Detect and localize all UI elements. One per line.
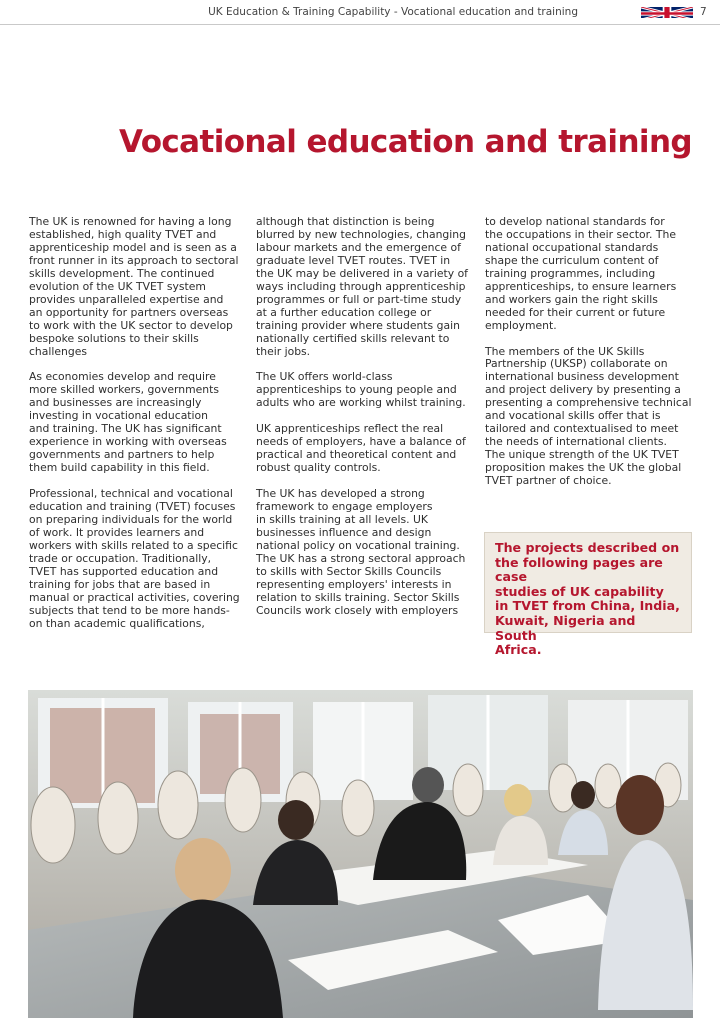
paragraph: As economies develop and require more skilled workers, governments and businesses are increasingly investing in vocational education and training. The UK has significant experience in working with overseas governments and partners to help them build capability in this field. — [29, 370, 227, 475]
paragraph: The members of the UK Skills Partnership (UKSP) collaborate on international business development and project delivery by presenting a presenting a comprehensive technical and vocational skills offer that is tailored and contextualised to meet the needs of international clients. The unique strength of the UK TVET proposition makes the UK the global TVET partner of choice. — [485, 344, 692, 488]
case-study-callout — [484, 532, 692, 658]
union-jack-flag-icon — [641, 5, 693, 18]
paragraph: although that distinction is being blurred by new technologies, changing labour markets and the emergence of graduate level TVET routes. TVET in the UK may be delivered in a variety of ways including through apprenticeship programmes or full or part-time study at a further education college or training provider where students gain nationally certified skills relevant to their jobs. — [256, 215, 468, 358]
text-column-1 — [29, 216, 241, 643]
paragraph: The UK is renowned for having a long established, high quality TVET and apprenticeship model and is seen as a front runner in its approach to sectoral skills development. The continued evolution of the UK TVET system provides unparalleled expertise and an opportunity for partners overseas to work with the UK sector to develop bespoke solutions to their skills challenges — [29, 215, 239, 358]
paragraph: to develop national standards for the occupations in their sector. The national occupational standards shape the curriculum content of training programmes, including apprenticeships, to ensure learners and workers gain the right skills needed for their current or future employment. — [485, 215, 677, 332]
text-column-3 — [485, 216, 697, 501]
callout-text: The projects described on the following pages are case studies of UK capability in TVET from China, India, Kuwait, Nigeria and South Africa. — [495, 540, 680, 658]
paragraph: Professional, technical and vocational education and training (TVET) focuses on preparing individuals for the world of work. It provides learners and workers with skills related to a specific trade or occupation. Traditionally, TVET has supported education and training for jobs that are based in manual or practical activities, covering subjects that tend to be more hands- on than academic qualifications, — [29, 486, 240, 630]
header-rule — [0, 24, 720, 25]
page-number: 7 — [700, 6, 707, 18]
page-title: Vocational education and training — [119, 124, 692, 160]
paragraph: The UK offers world-class apprenticeships to young people and adults who are working whilst training. — [256, 370, 466, 410]
classroom-photo — [28, 690, 693, 1018]
running-header: UK Education & Training Capability - Vocational education and training — [208, 6, 578, 18]
paragraph: UK apprenticeships reflect the real needs of employers, have a balance of practical and theoretical content and robust quality controls. — [256, 422, 466, 475]
text-column-2 — [256, 216, 468, 630]
paragraph: The UK has developed a strong framework to engage employers in skills training at all levels. UK businesses influence and design national policy on vocational training. The UK has a strong sectoral approach to skills with Sector Skills Councils representing employers' interests in relation to skills training. Sector Skills Councils work closely with employers — [256, 486, 466, 617]
